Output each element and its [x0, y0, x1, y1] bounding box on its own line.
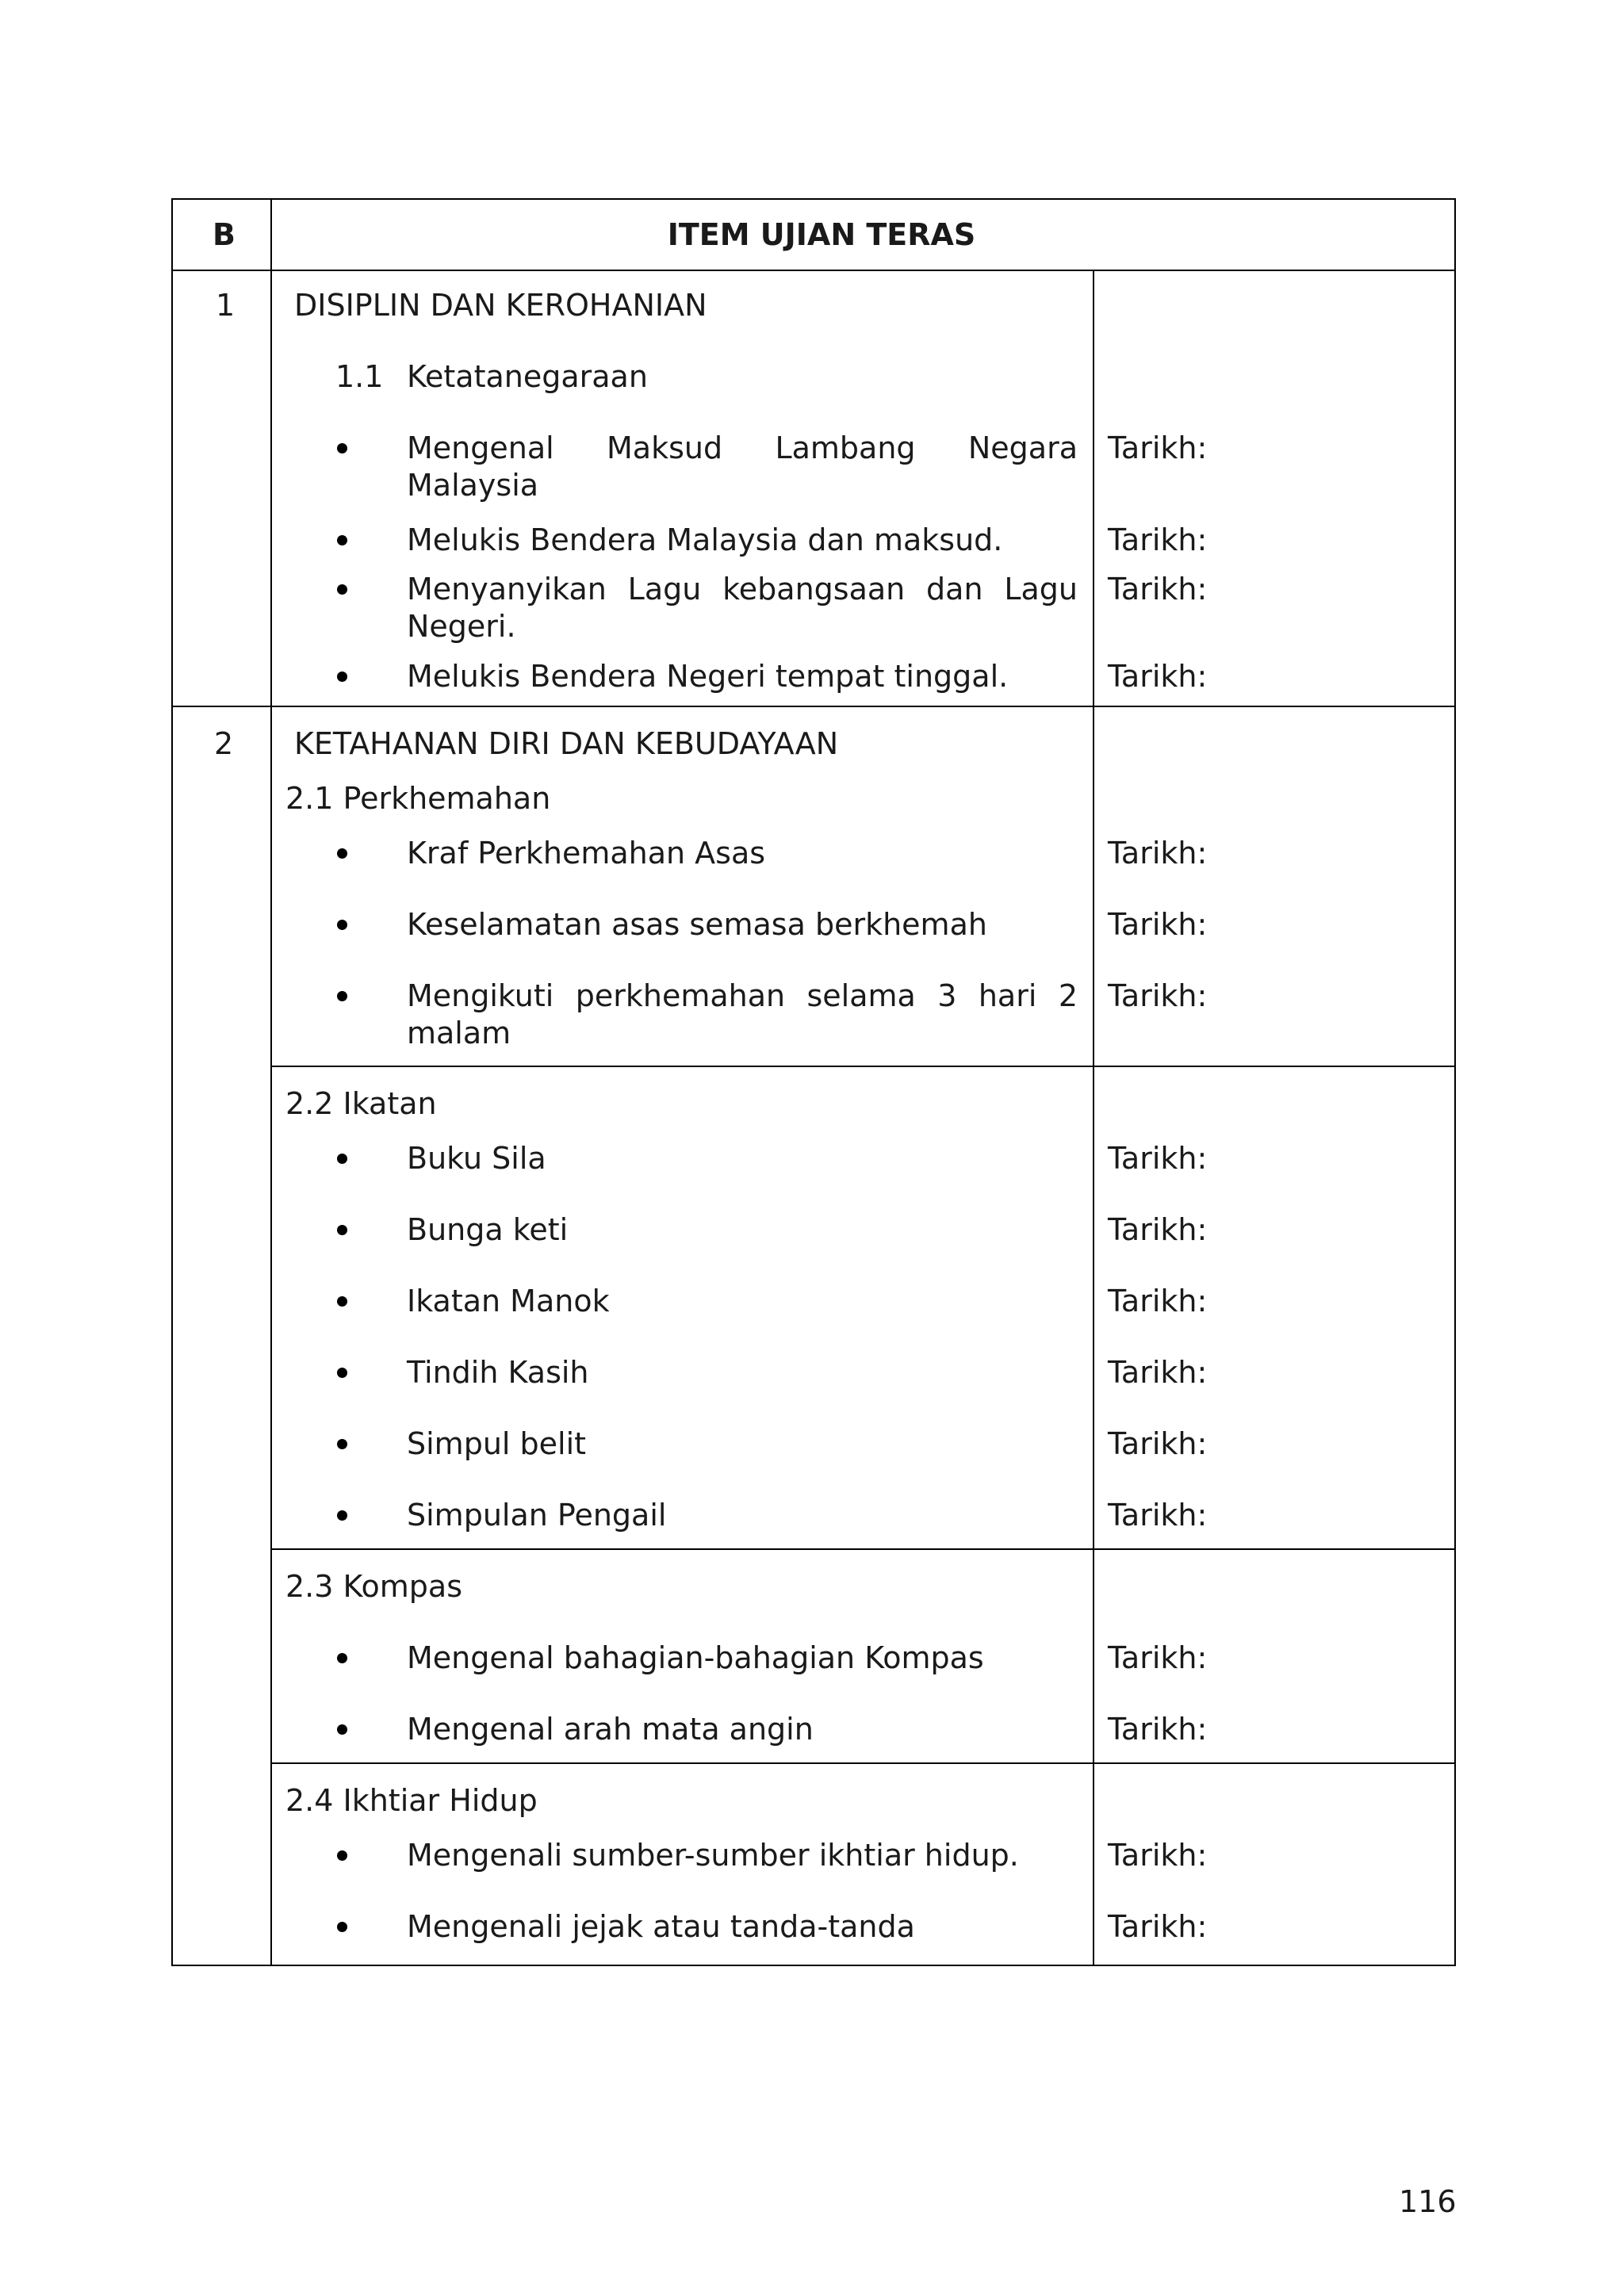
date-label: Tarikh: — [1108, 430, 1208, 465]
bullet-icon — [337, 920, 347, 930]
section-divider — [171, 706, 1456, 707]
bullet-icon — [337, 1154, 347, 1164]
date-label: Tarikh: — [1108, 907, 1208, 942]
item-text: Kraf Perkhemahan Asas — [407, 836, 766, 871]
date-label: Tarikh: — [1108, 1141, 1208, 1176]
item-text: Simpul belit — [407, 1426, 587, 1461]
header-col-b: B — [213, 217, 236, 252]
table-border-left — [171, 198, 173, 1966]
group-title-2-1: 2.1 Perkhemahan — [285, 781, 551, 816]
item-text-cont: Malaysia — [407, 468, 539, 503]
item-text: Mengenal bahagian-bahagian Kompas — [407, 1640, 984, 1675]
item-text: Mengenali sumber-sumber ikhtiar hidup. — [407, 1838, 1019, 1873]
group-divider-2-2 — [270, 1066, 1456, 1067]
page-number: 116 — [1399, 2184, 1457, 2219]
section-title-1: DISIPLIN DAN KEROHANIAN — [294, 288, 707, 323]
group-divider-2-3 — [270, 1548, 1456, 1550]
bullet-icon — [337, 1225, 347, 1235]
date-label: Tarikh: — [1108, 522, 1208, 557]
bullet-icon — [337, 443, 347, 453]
item-text: Keselamatan asas semasa berkhemah — [407, 907, 987, 942]
date-label: Tarikh: — [1108, 659, 1208, 694]
assessment-table — [171, 198, 1456, 1966]
date-label: Tarikh: — [1108, 1426, 1208, 1461]
item-text: Mengenal Maksud Lambang Negara — [407, 430, 1078, 465]
group-title-2-2: 2.2 Ikatan — [285, 1086, 437, 1121]
item-text: Simpulan Pengail — [407, 1498, 667, 1533]
item-text: Ikatan Manok — [407, 1284, 610, 1318]
item-text: Melukis Bendera Malaysia dan maksud. — [407, 522, 1003, 557]
date-label: Tarikh: — [1108, 978, 1208, 1013]
section-title-2: KETAHANAN DIRI DAN KEBUDAYAAN — [294, 726, 839, 761]
header-divider — [171, 270, 1456, 271]
group-title-2-3: 2.3 Kompas — [285, 1569, 463, 1604]
item-text: Mengikuti perkhemahan selama 3 hari 2 — [407, 978, 1078, 1013]
group-divider-2-4 — [270, 1762, 1456, 1764]
item-text: Mengenali jejak atau tanda-tanda — [407, 1909, 915, 1944]
bullet-icon — [337, 991, 347, 1001]
date-label: Tarikh: — [1108, 1284, 1208, 1318]
date-label: Tarikh: — [1108, 1498, 1208, 1533]
subsection-title: Ketatanegaraan — [407, 359, 648, 394]
date-label: Tarikh: — [1108, 1909, 1208, 1944]
item-text: Buku Sila — [407, 1141, 546, 1176]
date-label: Tarikh: — [1108, 572, 1208, 607]
table-border-top — [171, 198, 1456, 200]
date-label: Tarikh: — [1108, 1712, 1208, 1747]
bullet-icon — [337, 1724, 347, 1735]
bullet-icon — [337, 1922, 347, 1932]
item-text: Melukis Bendera Negeri tempat tinggal. — [407, 659, 1009, 694]
bullet-icon — [337, 1296, 347, 1307]
group-title-2-4: 2.4 Ikhtiar Hidup — [285, 1783, 538, 1818]
bullet-icon — [337, 1510, 347, 1521]
item-text: Menyanyikan Lagu kebangsaan dan Lagu — [407, 572, 1078, 607]
table-border-bottom — [171, 1965, 1456, 1966]
bullet-icon — [337, 584, 347, 595]
bullet-icon — [337, 848, 347, 859]
date-label: Tarikh: — [1108, 1838, 1208, 1873]
bullet-icon — [337, 672, 347, 682]
date-label: Tarikh: — [1108, 1355, 1208, 1390]
item-text: Mengenal arah mata angin — [407, 1712, 814, 1747]
date-label: Tarikh: — [1108, 836, 1208, 871]
section-number-1: 1 — [216, 288, 236, 323]
date-label: Tarikh: — [1108, 1640, 1208, 1675]
bullet-icon — [337, 1850, 347, 1861]
item-text-cont: Negeri. — [407, 609, 516, 644]
subsection-number: 1.1 — [335, 359, 384, 394]
bullet-icon — [337, 535, 347, 545]
bullet-icon — [337, 1368, 347, 1378]
table-border-right — [1454, 198, 1456, 1966]
bullet-icon — [337, 1439, 347, 1449]
item-text: Bunga keti — [407, 1212, 569, 1247]
item-text-cont: malam — [407, 1016, 511, 1050]
bullet-icon — [337, 1653, 347, 1663]
item-text: Tindih Kasih — [407, 1355, 589, 1390]
section-number-2: 2 — [214, 726, 234, 761]
date-label: Tarikh: — [1108, 1212, 1208, 1247]
date-column-divider — [1093, 270, 1094, 1966]
header-title: ITEM UJIAN TERAS — [667, 217, 976, 252]
number-column-divider — [270, 198, 272, 1966]
